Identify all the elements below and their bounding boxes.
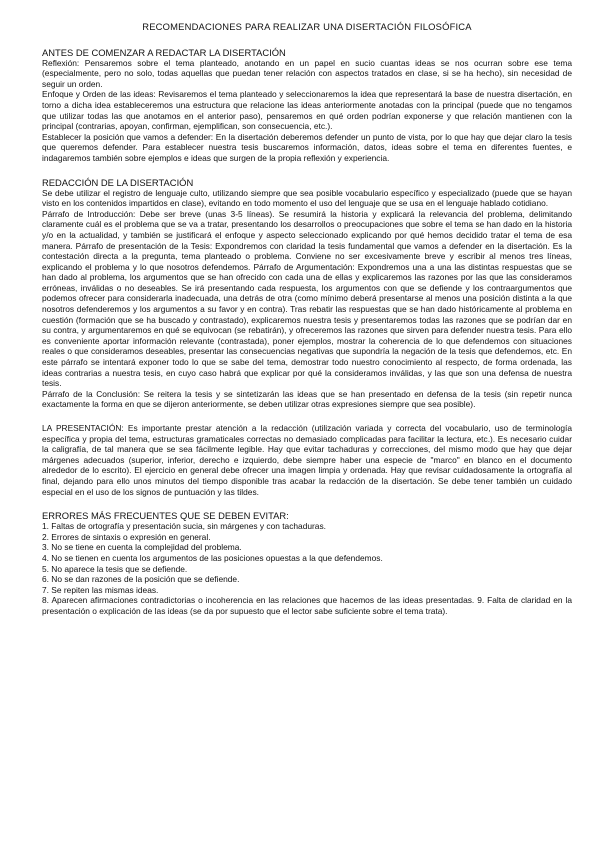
list-item: 6. No se dan razones de la posición que se defiende. xyxy=(42,574,240,585)
list-item: 8. Aparecen afirmaciones contradictorias o incoherencia en las relaciones que hacemos de las ideas presentadas. 9. Falta de claridad en la presentación o explicación de las ideas (se da por supuesto que el lector sabe suficiente sobre el tema trata). xyxy=(42,595,572,616)
list-item: 2. Errores de sintaxis o expresión en general. xyxy=(42,531,211,542)
section-heading: REDACCIÓN DE LA DISERTACIÓN xyxy=(42,176,194,188)
paragraph-introduccion-argumentacion: Párrafo de Introducción: Debe ser breve (unas 3-5 líneas). Se resumirá la historia y explicará la relevancia del problema, delimitando claramente cuál es el problema que se va a tratar, presentando los desarrollos o preocupaciones que sobre el tema se han dado en la historia y/o en la actualidad, y también se justificará el enfoque y aspecto seleccionado explicando por qué hemos decidido tratar el tema de esa manera. Párrafo de presentación de la Tesis: Expondremos con claridad la tesis fundamental que vamos a defender en la disertación. Es la contestación directa a la pregunta, tema planteado o problema. Conviene no ser excesivamente breve y escribir al menos tres líneas, explicando el problema y lo que nosotros defendemos. Párrafo de Argumentación: Expondremos una a una las distintas respuestas que se han dado al problema, los argumentos que se han ofrecido con cada una de ellas y explicaremos las razones por las que las consideramos erróneas, inválidas o no deseables. Se irá presentando cada respuesta, los argumentos con que se defiende y los contraargumentos que podemos ofrecer para considerarla inadecuada, una detrás de otra (como mínimo deberá presentarse al menos una posición distinta a la que nosotros defenderemos y los argumentos a su favor y en contra). Tras rebatir las respuestas que se han dado históricamente al problema en cuestión (formación que se ha buscado y contrastado), explicaremos nuestra tesis y presentaremos todas las razones que se podrían dar en su contra, y argumentaremos en qué se equivocan (se rebatirán), y ofreceremos las razones que sirven para defender nuestra tesis. Para ello es conveniente aportar información relevante (contrastada), poner ejemplos, mostrar la coherencia de lo que defendemos con situaciones reales o que consideramos deseables, presentar las consecuencias negativas que supondría la negación de la tesis que defendemos, etc. En este párrafo se intentará exponer todo lo que se sabe del tema, demostrar todo nuestro conocimiento al respecto, de forma ordenada, las ideas contrarias a nuestra tesis, en cuyo caso habrá que explicar por qué la consideramos inválidas, y las que son una defensa de nuestra tesis. xyxy=(42,208,572,389)
paragraph-enfoque: Enfoque y Orden de las ideas: Revisaremos el tema planteado y seleccionaremos la idea que representará la base de nuestra disertación, en torno a dicha idea estableceremos una estructura que relacione las ideas anteriormente anotadas con la principal (puede que no tengamos que utilizar todas las que anotamos en el anterior paso), pensaremos en qué orden podrían exponerse y que relación mantienen con la principal (contrarias, apoyan, confirman, ejemplifican, son consecuencia, etc.). xyxy=(42,89,572,132)
paragraph-posicion: Establecer la posición que vamos a defender: En la disertación deberemos defender un punto de vista, por lo que hay que dejar claro la tesis que queremos defender. Para establecer nuestra tesis buscaremos información, datos, ideas sobre el tema en diferentes fuentes, e indagaremos también sobre ejemplos e ideas que surgen de la propia reflexión y experiencia. xyxy=(42,131,572,163)
document-title: RECOMENDACIONES PARA REALIZAR UNA DISERTACIÓN FILOSÓFICA xyxy=(142,21,472,32)
paragraph-registro: Se debe utilizar el registro de lenguaje culto, utilizando siempre que sea posible vocabulario específico y especializado (puede que se hayan visto en los contenidos impartidos en clase), evitando en todo momento el uso del lenguaje que se usa en el lenguaje hablado cotidiano. xyxy=(42,187,572,209)
list-item: 5. No aparece la tesis que se defiende. xyxy=(42,563,188,574)
section-heading: ERRORES MÁS FRECUENTES QUE SE DEBEN EVITAR: xyxy=(42,510,289,522)
section-redaccion xyxy=(42,177,572,410)
list-item: 7. Se repiten las mismas ideas. xyxy=(42,584,159,595)
paragraph-reflexion: Reflexión: Pensaremos sobre el tema planteado, anotando en un papel en sucio cuantas ideas se nos ocurran sobre ese tema (especialmente, pero no solo, todas aquellas que puedan tener relación con aspectos tratados en clase, si se ha hecho), sin necesidad de seguir un orden. xyxy=(42,57,572,89)
list-item: 3. No se tiene en cuenta la complejidad del problema. xyxy=(42,542,242,553)
section-heading: ANTES DE COMENZAR A REDACTAR LA DISERTACIÓN xyxy=(42,46,286,58)
paragraph-presentacion: LA PRESENTACIÓN: Es importante prestar atención a la redacción (utilización variada y correcta del vocabulario, uso de terminología específica y propia del tema, estructuras gramaticales correctas no demasiado complicadas para facilitar la lectura, etc.). Es necesario cuidar la caligrafía, de tal manera que se sea fácilmente legible. Hay que evitar tachaduras y correcciones, del mismo modo que hay que dejar márgenes adecuados (superior, inferior, derecho e izquierdo, debe siempre haber una especie de "marco" en blanco en el documento alrededor de lo escrito). El ejercicio en general debe ofrecer una imagen limpia y ordenada. Hay que revisar cuidadosamente la ortografía al final, dejando para ello unos minutos del tiempo disponible tras acabar la redacción de la disertación. Se debe tener también un cuidado especial en el uso de los signos de puntuación y las tildes. xyxy=(42,423,572,497)
list-item: 1. Faltas de ortografía y presentación sucia, sin márgenes y con tachaduras. xyxy=(42,521,326,532)
list-item: 4. No se tienen en cuenta los argumentos de las posiciones opuestas a la que defendemos. xyxy=(42,552,383,563)
paragraph-conclusion: Párrafo de la Conclusión: Se reitera la tesis y se sintetizarán las ideas que se han presentado en defensa de la tesis (sin repetir nunca exactamente la forma en que se dijeron anteriormente, se deben utilizar otras expresiones siempre que sea posible). xyxy=(42,388,572,410)
section-errores xyxy=(42,510,572,616)
errors-list xyxy=(42,521,572,616)
section-before-writing xyxy=(42,47,572,164)
section-presentacion xyxy=(42,423,572,497)
